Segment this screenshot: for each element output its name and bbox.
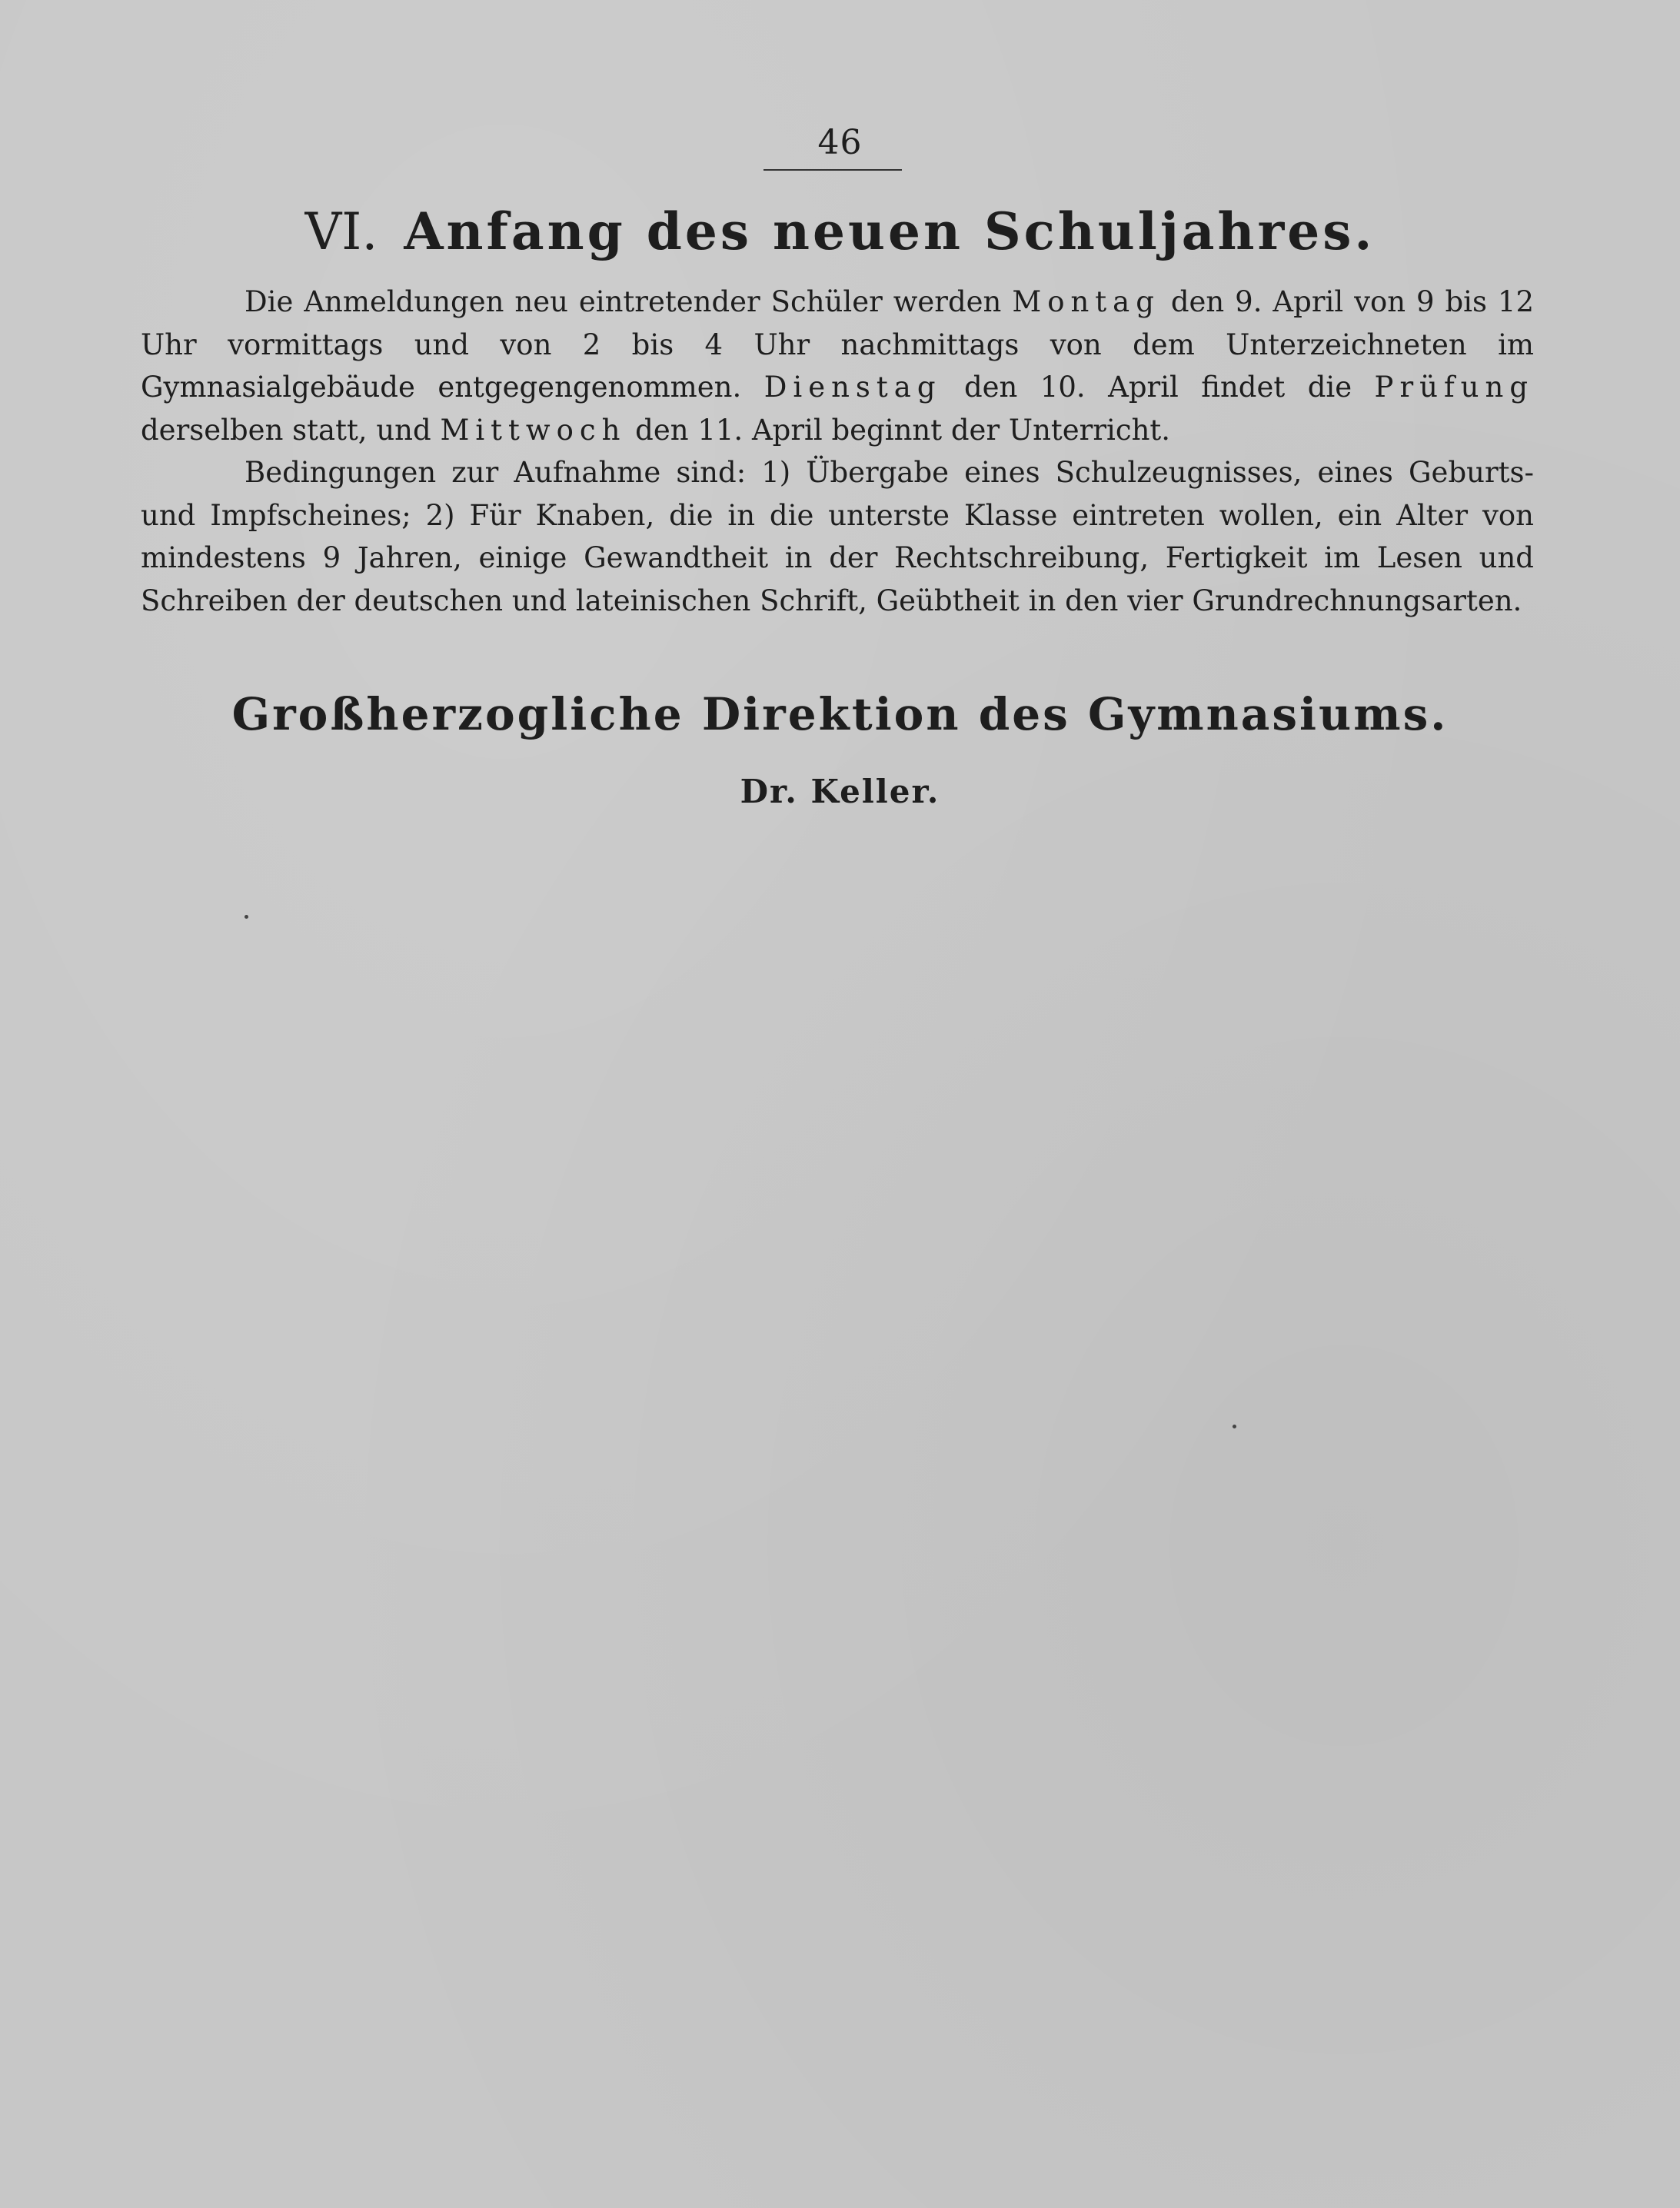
signature-name: Dr. Keller. xyxy=(740,773,940,810)
text-run: den 11. April beginnt der Unterricht. xyxy=(626,413,1171,447)
section-title: Anfang des neuen Schuljahres. xyxy=(404,201,1376,261)
emphasis-wednesday: Mittwoch xyxy=(440,413,627,447)
text-run: den 9. April von 9 bis 12 Uhr vormittags und von 2 bis 4 Uhr nachmittags von dem Unterzeichneten im Gymnasialgebäude entgegengenommen. xyxy=(141,285,1535,404)
section-heading xyxy=(0,201,1680,261)
page-number-rule xyxy=(763,169,902,171)
text-run: Die Anmeldungen neu eintretender Schüler werden xyxy=(245,285,1013,318)
emphasis-exam: Prüfung xyxy=(1374,371,1534,404)
page-number: 46 xyxy=(817,123,863,162)
emphasis-tuesday: Dienstag xyxy=(763,371,942,404)
body-text xyxy=(141,281,1534,622)
paper-speck xyxy=(1233,1425,1236,1428)
paragraph-admission-conditions: Bedingungen zur Aufnahme sind: 1) Übergabe eines Schulzeugnisses, eines Geburts- und Impfscheines; 2) Für Knaben, die in die unterste Klasse eintreten wollen, ein Alter von mindestens 9 Jahren, einige Gewandtheit in der Rechtschreibung, Fertigkeit im Lesen und Schreiben der deutschen und lateinischen Schrift, Geübtheit in den vier Grundrechnungsarten. xyxy=(141,456,1534,617)
signature-institution: Großherzogliche Direktion des Gymnasiums. xyxy=(231,688,1449,740)
emphasis-monday: Montag xyxy=(1012,285,1160,318)
text-run: den 10. April findet die xyxy=(941,371,1375,404)
section-numeral: VI. xyxy=(304,202,378,261)
text-run: derselben statt, und xyxy=(141,413,441,447)
paper-speck xyxy=(245,915,248,919)
paragraph-registration xyxy=(141,281,1534,451)
